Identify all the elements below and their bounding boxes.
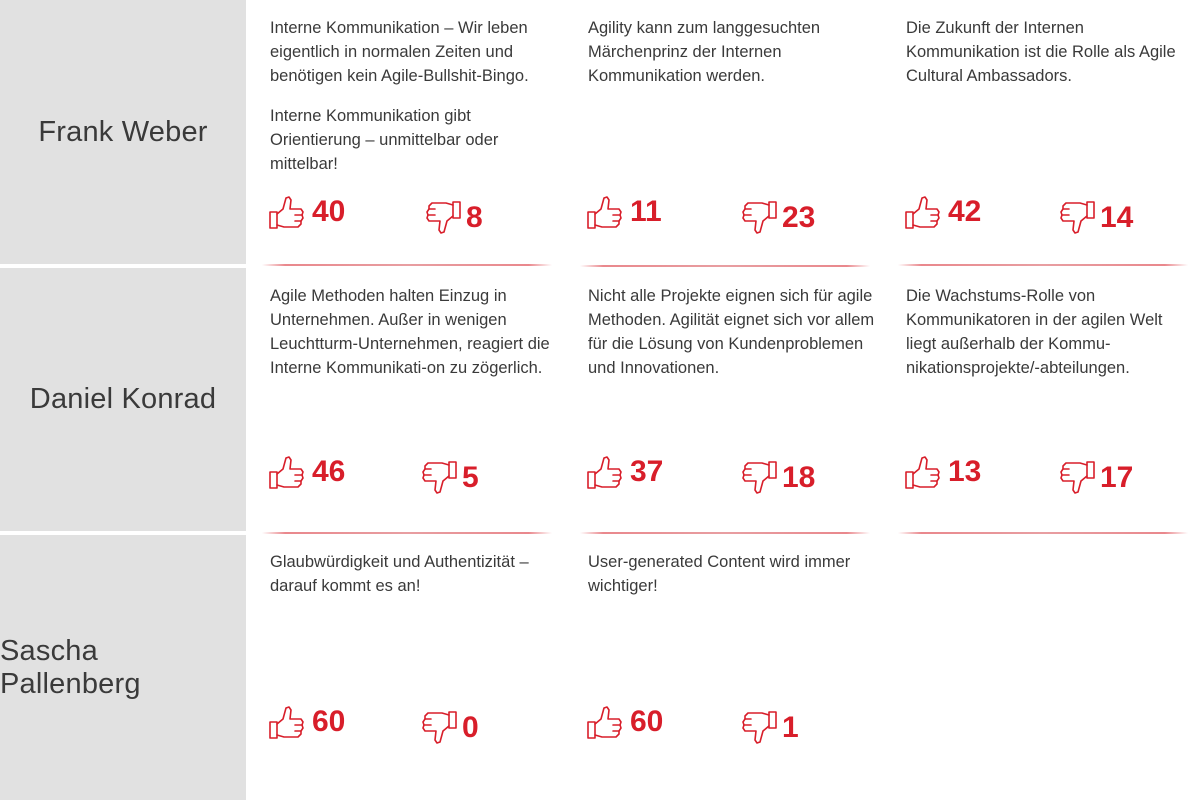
row-divider xyxy=(580,265,870,267)
thumbs-up-icon xyxy=(586,192,626,232)
like-count: 11 xyxy=(630,195,662,228)
speaker-panel-sascha-pallenberg xyxy=(0,535,246,800)
like-count: 42 xyxy=(948,195,982,228)
statement-text: Nicht alle Projekte eignen sich für agile Methoden. Agilität eignet sich vor allem für die Lösung von Kundenproblemen und Innovationen. xyxy=(588,287,875,377)
statement-cell xyxy=(270,284,560,396)
speaker-panel-daniel-konrad xyxy=(0,268,246,531)
like-vote[interactable] xyxy=(586,702,663,742)
statement-text: Agile Methoden halten Einzug in Unternehmen. Außer in wenigen Leuchtturm-Unternehmen, reagiert die Interne Kommunikati-on zu zögerlich. xyxy=(270,287,550,377)
thumbs-down-icon xyxy=(422,198,462,238)
like-vote[interactable] xyxy=(586,192,662,232)
statement-text: Die Zukunft der Internen Kommunikation ist die Rolle als Agile Cultural Ambassadors. xyxy=(906,19,1176,85)
row-divider xyxy=(580,532,870,534)
thumbs-up-icon xyxy=(586,702,626,742)
thumbs-up-icon xyxy=(268,702,308,742)
dislike-vote[interactable] xyxy=(1056,198,1133,238)
speaker-name: Sascha Pallenberg xyxy=(0,634,141,700)
statement-cell xyxy=(906,16,1196,104)
like-vote[interactable] xyxy=(268,702,345,742)
thumbs-down-icon xyxy=(418,708,458,748)
like-count: 60 xyxy=(312,705,346,738)
dislike-count: 1 xyxy=(782,711,799,744)
row-divider xyxy=(262,532,552,534)
dislike-count: 17 xyxy=(1100,461,1134,494)
thumbs-up-icon xyxy=(268,192,308,232)
dislike-vote[interactable] xyxy=(422,198,483,238)
like-count: 60 xyxy=(630,705,664,738)
statement-cell xyxy=(906,284,1196,396)
like-vote[interactable] xyxy=(904,452,981,492)
thumbs-down-icon xyxy=(738,708,778,748)
dislike-vote[interactable] xyxy=(1056,458,1133,498)
dislike-vote[interactable] xyxy=(418,458,479,498)
speaker-panel-frank-weber xyxy=(0,0,246,264)
thumbs-down-icon xyxy=(738,458,778,498)
statement-text: Die Wachstums-Rolle von Kommunikatoren in der agilen Welt liegt außerhalb der Kommu-nikationsprojekte/-abteilungen. xyxy=(906,287,1163,377)
statement-text: Glaubwürdigkeit und Authentizität – darauf kommt es an! xyxy=(270,553,529,595)
speaker-name: Frank Weber xyxy=(38,115,208,148)
dislike-count: 0 xyxy=(462,711,479,744)
thumbs-down-icon xyxy=(1056,458,1096,498)
thumbs-up-icon xyxy=(904,192,944,232)
like-vote[interactable] xyxy=(904,192,981,232)
statement-text: User-generated Content wird immer wichtiger! xyxy=(588,553,851,595)
statement-cell xyxy=(588,16,878,104)
dislike-count: 8 xyxy=(466,201,483,234)
like-vote[interactable] xyxy=(586,452,663,492)
row-divider xyxy=(898,532,1188,534)
dislike-vote[interactable] xyxy=(418,708,479,748)
statement-text: Interne Kommunikation gibt Orientierung – unmittelbar oder mittelbar! xyxy=(270,107,499,173)
dislike-vote[interactable] xyxy=(738,458,815,498)
like-count: 46 xyxy=(312,455,346,488)
dislike-count: 18 xyxy=(782,461,816,494)
like-vote[interactable] xyxy=(268,452,345,492)
dislike-vote[interactable] xyxy=(738,198,815,238)
thumbs-down-icon xyxy=(738,198,778,238)
dislike-count: 14 xyxy=(1100,201,1134,234)
statement-cell xyxy=(588,550,878,614)
row-divider xyxy=(898,264,1188,266)
statement-text: Interne Kommunikation – Wir leben eigentlich in normalen Zeiten und benötigen kein Agile-Bullshit-Bingo. xyxy=(270,19,529,85)
dislike-vote[interactable] xyxy=(738,708,799,748)
thumbs-up-icon xyxy=(268,452,308,492)
like-count: 37 xyxy=(630,455,664,488)
like-count: 40 xyxy=(312,195,346,228)
dislike-count: 23 xyxy=(782,201,816,234)
like-count: 13 xyxy=(948,455,982,488)
statement-cell xyxy=(270,550,560,614)
thumbs-up-icon xyxy=(904,452,944,492)
thumbs-up-icon xyxy=(586,452,626,492)
thumbs-down-icon xyxy=(418,458,458,498)
speaker-name: Daniel Konrad xyxy=(29,383,217,415)
statement-text: Agility kann zum langgesuchten Märchenprinz der Internen Kommunikation werden. xyxy=(588,19,821,85)
dislike-count: 5 xyxy=(462,461,479,494)
statement-cell xyxy=(588,284,878,396)
statement-cell xyxy=(270,16,560,192)
thumbs-down-icon xyxy=(1056,198,1096,238)
row-divider xyxy=(262,264,552,266)
like-vote[interactable] xyxy=(268,192,345,232)
